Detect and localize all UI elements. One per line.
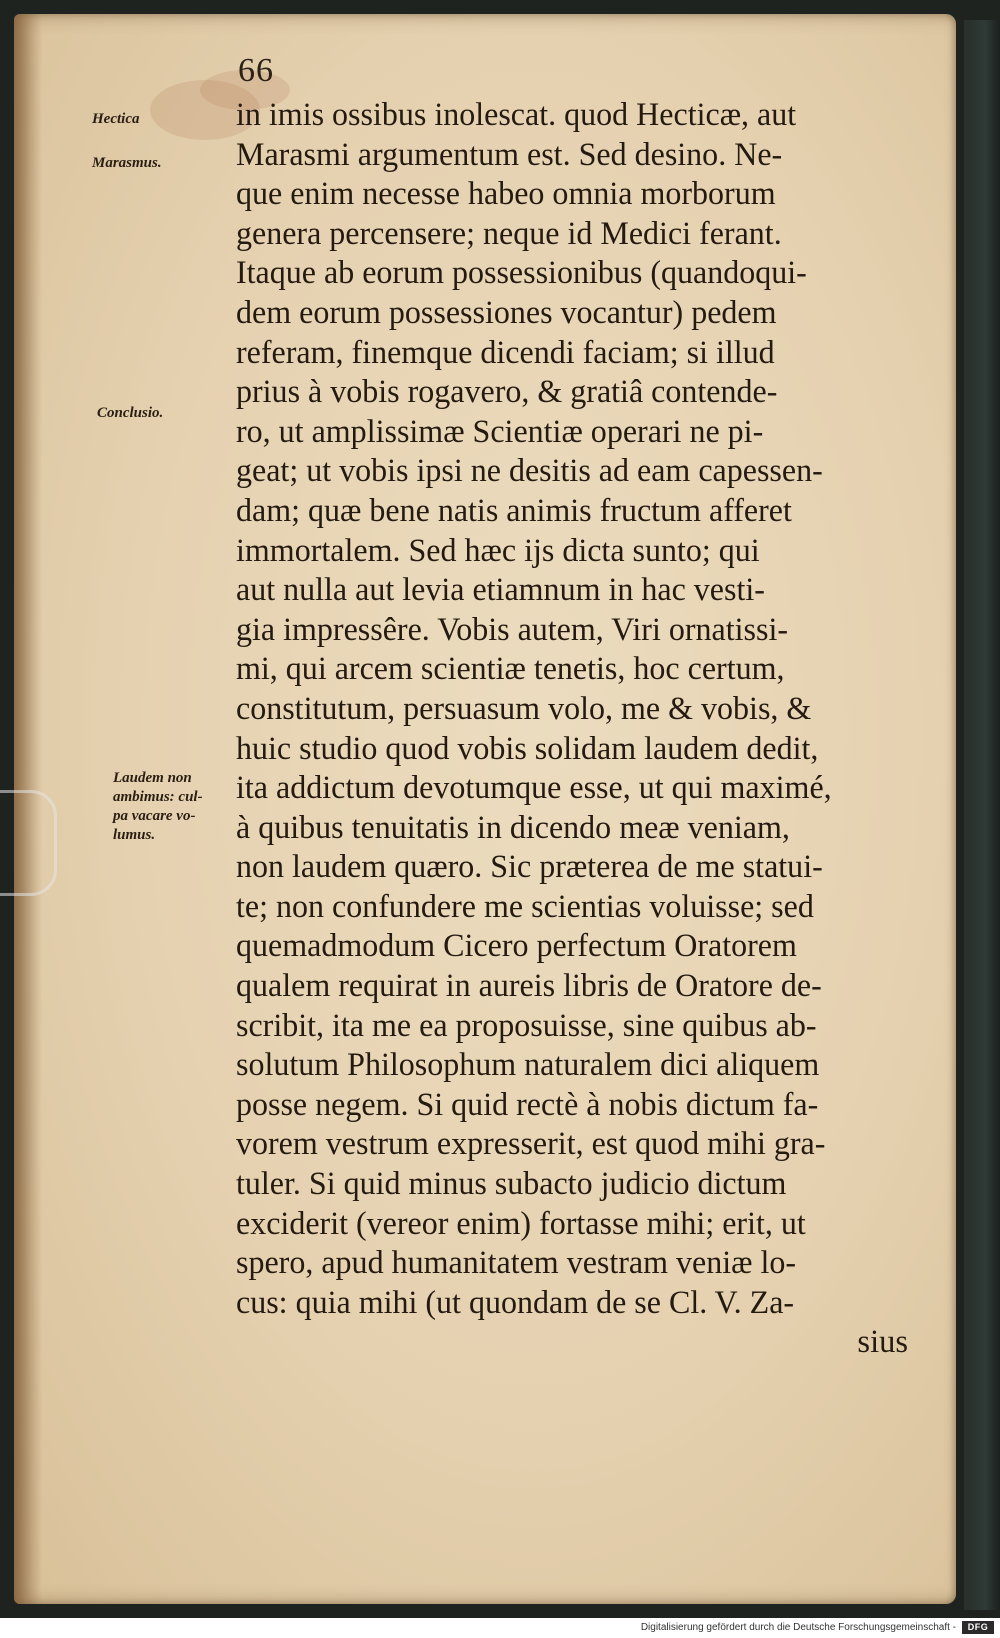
page-clip [0, 790, 57, 896]
text-line: Itaque ab eorum possessionibus (quandoqui- [236, 255, 807, 292]
dfg-logo-icon: DFG [962, 1621, 994, 1634]
text-line: genera percensere; neque id Medici ferant. [236, 215, 782, 252]
marginal-note-laudem [113, 769, 203, 845]
text-line: geat; ut vobis ipsi ne desitis ad eam capessen- [236, 453, 823, 490]
text-line: Marasmi argumentum est. Sed desino. Ne- [236, 136, 783, 173]
catchword: sius [857, 1324, 908, 1361]
text-line: cus: quia mihi (ut quondam de se Cl. V. Za- [236, 1284, 795, 1321]
text-line: dem eorum possessiones vocantur) pedem [236, 294, 777, 331]
marginal-note-line: pa vacare vo- [113, 808, 196, 824]
text-line: non laudem quæro. Sic præterea de me statui- [236, 849, 823, 886]
text-line: in imis ossibus inolescat. quod Hecticæ, aut [236, 97, 797, 133]
book-edge [964, 20, 1000, 1610]
text-line: aut nulla aut levia etiamnum in hac vesti- [236, 572, 765, 609]
footer-bar [0, 1618, 1000, 1638]
page-number: 66 [238, 52, 274, 89]
marginal-note-line: lumus. [113, 827, 156, 843]
text-line: constitutum, persuasum volo, me & vobis, & [236, 690, 812, 727]
footer-credit: Digitalisierung gefördert durch die Deutsche Forschungsgemeinschaft - [640, 1622, 956, 1633]
text-line: que enim necesse habeo omnia morborum [236, 176, 776, 213]
marginal-note-hectica: Hectica [92, 111, 140, 127]
text-line: scribit, ita me ea proposuisse, sine quibus ab- [236, 1007, 817, 1044]
text-line: prius à vobis rogavero, & gratiâ contende- [236, 374, 778, 411]
text-line: gia impressêre. Vobis autem, Viri ornatissi- [236, 611, 789, 648]
text-line: posse negem. Si quid rectè à nobis dictum fa- [236, 1086, 819, 1123]
text-line: tuler. Si quid minus subacto judicio dictum [236, 1166, 787, 1203]
text-line: solutum Philosophum naturalem dici aliquem [236, 1047, 820, 1084]
text-line: mi, qui arcem scientiæ tenetis, hoc certum, [236, 651, 785, 688]
marginal-note-marasmus: Marasmus. [92, 155, 162, 171]
text-line: te; non confundere me scientias voluisse; sed [236, 888, 814, 925]
marginal-note-line: Laudem non [113, 770, 192, 786]
text-line: qualem requirat in aureis libris de Oratore de- [236, 968, 822, 1005]
text-line: exciderit (vereor enim) fortasse mihi; erit, ut [236, 1205, 806, 1242]
text-line: referam, finemque dicendi faciam; si illud [236, 334, 775, 371]
text-line: ita addictum devotumque esse, ut qui maximé, [236, 770, 832, 807]
marginal-note-conclusio: Conclusio. [97, 405, 164, 421]
text-line: huic studio quod vobis solidam laudem dedit, [236, 730, 819, 767]
marginal-note-line: ambimus: cul- [113, 789, 203, 805]
text-line: ro, ut amplissimæ Scientiæ operari ne pi- [236, 413, 764, 450]
text-line: immortalem. Sed hæc ijs dicta sunto; qui [236, 532, 760, 569]
text-line: vorem vestrum expresserit, est quod mihi gra- [236, 1126, 826, 1163]
body-text [236, 96, 916, 1363]
text-line: dam; quæ bene natis animis fructum afferet [236, 492, 792, 529]
text-line: à quibus tenuitatis in dicendo meæ veniam, [236, 809, 790, 846]
text-line: quemadmodum Cicero perfectum Oratorem [236, 928, 797, 965]
text-line: spero, apud humanitatem vestram veniæ lo- [236, 1245, 797, 1282]
